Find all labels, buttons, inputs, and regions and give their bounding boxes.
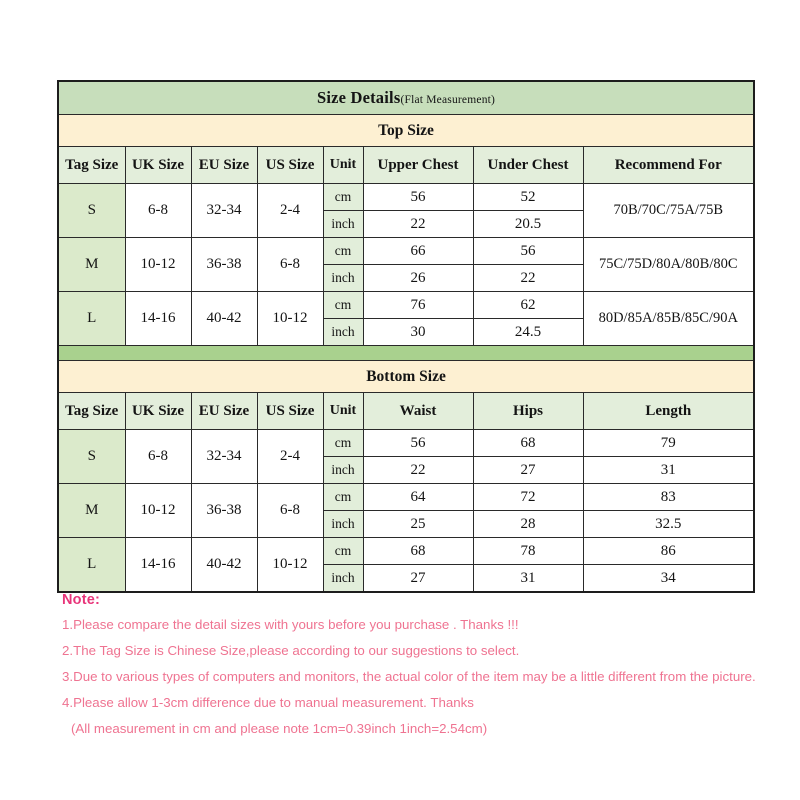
bottom-header-eu-size: EU Size [191, 393, 257, 430]
top-header-recommend-for: Recommend For [583, 147, 754, 184]
bottom-row-l-unit-cm: cm [323, 538, 363, 565]
table-section-spacer [58, 346, 754, 361]
bottom-row-m-us-size: 6-8 [257, 484, 323, 538]
top-row-l-upper-chest-inch: 30 [363, 319, 473, 346]
top-header-tag-size: Tag Size [58, 147, 125, 184]
bottom-header-uk-size: UK Size [125, 393, 191, 430]
top-row-l-under-chest-inch: 24.5 [473, 319, 583, 346]
top-row-l-eu-size: 40-42 [191, 292, 257, 346]
note-line-1: 1.Please compare the detail sizes with yours before you purchase . Thanks !!! [62, 617, 519, 632]
top-row-s-uk-size: 6-8 [125, 184, 191, 238]
top-row-s-tag-size: S [58, 184, 125, 238]
top-row-s-upper-chest-cm: 56 [363, 184, 473, 211]
bottom-header-waist: Waist [363, 393, 473, 430]
bottom-row-s-uk-size: 6-8 [125, 430, 191, 484]
top-row-l-under-chest-cm: 62 [473, 292, 583, 319]
notes-section [62, 592, 792, 747]
top-row-s-upper-chest-inch: 22 [363, 211, 473, 238]
top-row-s-us-size: 2-4 [257, 184, 323, 238]
top-header-under-chest: Under Chest [473, 147, 583, 184]
top-row-s-unit-inch: inch [323, 211, 363, 238]
top-row-s-under-chest-cm: 52 [473, 184, 583, 211]
bottom-header-unit: Unit [323, 393, 363, 430]
table-row [58, 484, 754, 511]
bottom-row-m-eu-size: 36-38 [191, 484, 257, 538]
bottom-row-l-eu-size: 40-42 [191, 538, 257, 593]
top-header-unit: Unit [323, 147, 363, 184]
table-section-spacer-cell [58, 346, 754, 361]
bottom-row-m-unit-cm: cm [323, 484, 363, 511]
bottom-row-l-hips-inch: 31 [473, 565, 583, 593]
bottom-size-header-row [58, 393, 754, 430]
top-row-l-unit-cm: cm [323, 292, 363, 319]
notes-title: Note: [62, 592, 101, 608]
top-row-l-unit-inch: inch [323, 319, 363, 346]
top-row-l-recommend: 80D/85A/85B/85C/90A [583, 292, 754, 346]
bottom-size-section-row [58, 361, 754, 393]
bottom-row-s-tag-size: S [58, 430, 125, 484]
note-line-4: 4.Please allow 1-3cm difference due to manual measurement. Thanks [62, 695, 474, 710]
top-row-s-under-chest-inch: 20.5 [473, 211, 583, 238]
bottom-row-l-tag-size: L [58, 538, 125, 593]
bottom-row-s-length-cm: 79 [583, 430, 754, 457]
top-row-m-uk-size: 10-12 [125, 238, 191, 292]
bottom-row-s-waist-cm: 56 [363, 430, 473, 457]
bottom-row-s-unit-inch: inch [323, 457, 363, 484]
top-header-upper-chest: Upper Chest [363, 147, 473, 184]
bottom-row-m-hips-cm: 72 [473, 484, 583, 511]
chart-title-row [58, 81, 754, 115]
bottom-header-length: Length [583, 393, 754, 430]
table-row [58, 292, 754, 319]
top-header-uk-size: UK Size [125, 147, 191, 184]
top-row-m-under-chest-cm: 56 [473, 238, 583, 265]
bottom-row-m-length-cm: 83 [583, 484, 754, 511]
top-row-l-tag-size: L [58, 292, 125, 346]
note-line-measurement-conversion: (All measurement in cm and please note 1cm=0.39inch 1inch=2.54cm) [71, 721, 488, 736]
bottom-row-s-eu-size: 32-34 [191, 430, 257, 484]
top-size-section-label: Top Size [58, 115, 754, 147]
top-row-m-tag-size: M [58, 238, 125, 292]
top-row-m-recommend: 75C/75D/80A/80B/80C [583, 238, 754, 292]
bottom-row-m-tag-size: M [58, 484, 125, 538]
bottom-row-m-hips-inch: 28 [473, 511, 583, 538]
note-line-3: 3.Due to various types of computers and monitors, the actual color of the item may be a little different from the picture. [62, 669, 756, 684]
bottom-row-l-hips-cm: 78 [473, 538, 583, 565]
bottom-row-l-us-size: 10-12 [257, 538, 323, 593]
bottom-row-l-waist-inch: 27 [363, 565, 473, 593]
table-row [58, 430, 754, 457]
table-row [58, 538, 754, 565]
bottom-row-m-length-inch: 32.5 [583, 511, 754, 538]
top-header-us-size: US Size [257, 147, 323, 184]
bottom-row-s-us-size: 2-4 [257, 430, 323, 484]
bottom-row-l-waist-cm: 68 [363, 538, 473, 565]
note-line-2: 2.The Tag Size is Chinese Size,please according to our suggestions to select. [62, 643, 520, 658]
bottom-row-s-hips-inch: 27 [473, 457, 583, 484]
bottom-header-tag-size: Tag Size [58, 393, 125, 430]
top-row-m-us-size: 6-8 [257, 238, 323, 292]
chart-title-main: Size Details [316, 88, 401, 107]
top-row-m-upper-chest-inch: 26 [363, 265, 473, 292]
bottom-row-l-length-cm: 86 [583, 538, 754, 565]
top-row-m-eu-size: 36-38 [191, 238, 257, 292]
size-details-table [57, 80, 755, 593]
bottom-row-l-uk-size: 14-16 [125, 538, 191, 593]
bottom-row-l-length-inch: 34 [583, 565, 754, 593]
top-row-l-upper-chest-cm: 76 [363, 292, 473, 319]
chart-title-sub: (Flat Measurement) [400, 94, 496, 106]
top-row-m-under-chest-inch: 22 [473, 265, 583, 292]
top-row-l-us-size: 10-12 [257, 292, 323, 346]
bottom-header-hips: Hips [473, 393, 583, 430]
top-row-s-recommend: 70B/70C/75A/75B [583, 184, 754, 238]
table-row [58, 238, 754, 265]
bottom-row-s-hips-cm: 68 [473, 430, 583, 457]
top-row-l-uk-size: 14-16 [125, 292, 191, 346]
top-size-section-row [58, 115, 754, 147]
bottom-row-s-length-inch: 31 [583, 457, 754, 484]
bottom-size-section-label: Bottom Size [58, 361, 754, 393]
bottom-row-s-waist-inch: 22 [363, 457, 473, 484]
top-row-s-unit-cm: cm [323, 184, 363, 211]
chart-title-cell [58, 81, 754, 115]
bottom-row-m-unit-inch: inch [323, 511, 363, 538]
table-row [58, 184, 754, 211]
bottom-row-s-unit-cm: cm [323, 430, 363, 457]
top-size-header-row [58, 147, 754, 184]
bottom-row-m-uk-size: 10-12 [125, 484, 191, 538]
bottom-row-m-waist-inch: 25 [363, 511, 473, 538]
top-row-m-unit-cm: cm [323, 238, 363, 265]
bottom-row-l-unit-inch: inch [323, 565, 363, 593]
top-row-m-unit-inch: inch [323, 265, 363, 292]
top-row-s-eu-size: 32-34 [191, 184, 257, 238]
bottom-row-m-waist-cm: 64 [363, 484, 473, 511]
top-row-m-upper-chest-cm: 66 [363, 238, 473, 265]
top-header-eu-size: EU Size [191, 147, 257, 184]
bottom-header-us-size: US Size [257, 393, 323, 430]
